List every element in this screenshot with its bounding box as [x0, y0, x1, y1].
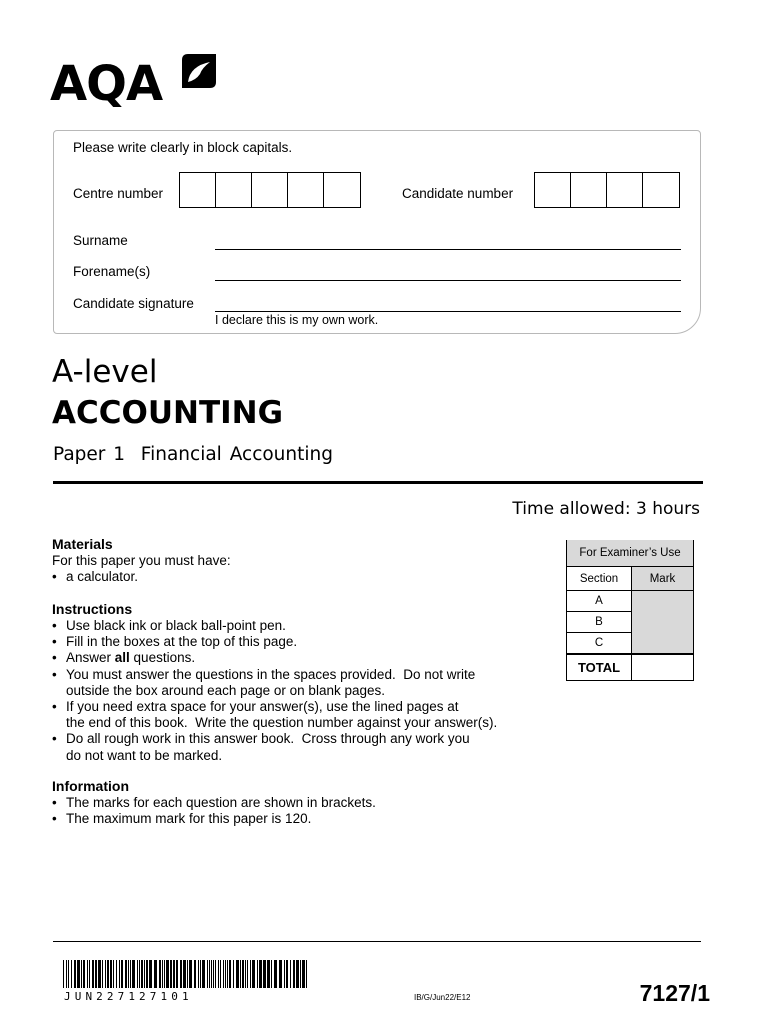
title-divider	[53, 481, 703, 484]
candidate-number-cell[interactable]	[571, 173, 607, 207]
centre-number-label: Centre number	[73, 186, 164, 201]
barcode-bar	[218, 960, 219, 988]
barcode-bar	[236, 960, 239, 988]
instructions-section	[52, 601, 552, 764]
barcode-bar	[284, 960, 285, 988]
total-row: TOTAL	[567, 654, 694, 681]
barcode-bar	[215, 960, 216, 988]
barcode-bar	[116, 960, 117, 988]
barcode-bar	[137, 960, 138, 988]
barcode-bar	[189, 960, 192, 988]
list-item: • You must answer the questions in the spaces provided. Do not write outside the box around each page or on blank pages.	[52, 666, 476, 698]
barcode-bar	[162, 960, 163, 988]
materials-heading: Materials	[52, 536, 113, 552]
document-reference: IB/G/Jun22/E12	[414, 993, 471, 1002]
barcode-bar	[220, 960, 221, 988]
barcode-bar	[81, 960, 82, 988]
barcode-bar	[107, 960, 109, 988]
barcode-bar	[183, 960, 186, 988]
subject-title: ACCOUNTING	[52, 395, 284, 431]
barcode-bar	[119, 960, 120, 988]
barcode-bar	[173, 960, 175, 988]
barcode-bar	[290, 960, 291, 988]
barcode-bar	[74, 960, 76, 988]
examiner-use-table	[566, 540, 694, 681]
barcode-bar	[102, 960, 103, 988]
barcode-bar	[170, 960, 172, 988]
barcode-bar	[209, 960, 210, 988]
barcode-bar	[279, 960, 282, 988]
list-item: • Do all rough work in this answer book. Cross through any work you do not want to be marked.	[52, 731, 470, 763]
barcode-bar	[159, 960, 161, 988]
table-row: B	[567, 612, 694, 633]
barcode-bar	[229, 960, 231, 988]
barcode-bar	[87, 960, 88, 988]
barcode-number: JUN227127101	[64, 990, 193, 1003]
centre-number-cell[interactable]	[288, 173, 324, 207]
barcode-bar	[198, 960, 199, 988]
barcode-bar	[68, 960, 69, 988]
barcode-bar	[286, 960, 288, 988]
barcode-bar	[98, 960, 101, 988]
barcode-bar	[259, 960, 262, 988]
barcode-bar	[233, 960, 234, 988]
table-row: A	[567, 591, 694, 612]
barcode-bar	[83, 960, 85, 988]
list-item: • Fill in the boxes at the top of this page.	[52, 634, 298, 650]
barcode-bar	[242, 960, 244, 988]
barcode-bar	[227, 960, 228, 988]
barcode-bar	[132, 960, 135, 988]
barcode-bar	[146, 960, 148, 988]
aqa-logo-mark-icon	[180, 52, 218, 90]
paper-code: 7127/1	[639, 980, 710, 1006]
barcode-bar	[95, 960, 97, 988]
list-item: • The marks for each question are shown in brackets.	[52, 795, 376, 810]
barcode-bar	[250, 960, 251, 988]
barcode-bar	[245, 960, 246, 988]
barcode-bar	[144, 960, 145, 988]
paper-title: Paper 1 Financial Accounting	[53, 444, 333, 465]
barcode-bar	[274, 960, 277, 988]
candidate-number-cell[interactable]	[535, 173, 571, 207]
barcode-bar	[257, 960, 258, 988]
barcode-bar	[247, 960, 248, 988]
barcode-bar	[271, 960, 272, 988]
barcode-bar	[211, 960, 212, 988]
barcode-bar	[240, 960, 241, 988]
barcode-bar	[154, 960, 157, 988]
time-allowed: Time allowed: 3 hours	[512, 499, 700, 519]
barcode-bar	[125, 960, 127, 988]
centre-number-cell[interactable]	[180, 173, 216, 207]
barcode-bar	[121, 960, 123, 988]
table-row: C	[567, 633, 694, 655]
signature-field[interactable]	[215, 311, 681, 312]
list-item: • a calculator.	[52, 569, 139, 585]
list-item: • Answer all questions.	[52, 650, 196, 666]
mark-cell	[632, 591, 694, 655]
materials-section	[52, 536, 552, 585]
materials-intro: For this paper you must have:	[52, 553, 231, 568]
barcode-bar	[66, 960, 67, 988]
barcode-bar	[194, 960, 196, 988]
barcode-bar	[77, 960, 80, 988]
barcode-bar	[113, 960, 114, 988]
mark-column-header: Mark	[632, 567, 694, 591]
centre-number-cell[interactable]	[252, 173, 288, 207]
barcode-bar	[128, 960, 129, 988]
declaration-text: I declare this is my own work.	[215, 313, 379, 327]
barcode-bar	[187, 960, 188, 988]
list-item: • If you need extra space for your answer(s), use the lined pages at the end of this book. Write the question number against your answer(s).	[52, 699, 498, 731]
barcode-bar	[306, 960, 307, 988]
barcode-bar	[71, 960, 72, 988]
barcode-bar	[89, 960, 90, 988]
barcode-bar	[202, 960, 205, 988]
examiner-table-title: For Examiner’s Use	[567, 540, 694, 567]
section-column-header: Section	[567, 567, 632, 591]
surname-label: Surname	[73, 233, 128, 248]
barcode-bar	[180, 960, 182, 988]
instructions-heading: Instructions	[52, 601, 133, 617]
signature-label: Candidate signature	[73, 296, 194, 311]
barcode-bar	[166, 960, 169, 988]
aqa-logo: AQA	[50, 56, 163, 112]
total-mark-cell	[632, 654, 694, 681]
information-section	[52, 778, 552, 827]
barcode-bar	[225, 960, 226, 988]
barcode-bar	[223, 960, 224, 988]
list-item: • The maximum mark for this paper is 120.	[52, 811, 312, 827]
block-capitals-instruction: Please write clearly in block capitals.	[73, 140, 293, 155]
barcode-bar	[207, 960, 208, 988]
forename-field[interactable]	[215, 280, 681, 281]
list-item: • Use black ink or black ball-point pen.	[52, 618, 286, 633]
barcode-bar	[213, 960, 214, 988]
surname-field[interactable]	[215, 249, 681, 250]
barcode-icon	[63, 960, 307, 988]
barcode-bar	[149, 960, 152, 988]
candidate-number-cell[interactable]	[607, 173, 643, 207]
barcode-bar	[267, 960, 270, 988]
barcode-bar	[176, 960, 178, 988]
qualification-level: A-level	[52, 354, 158, 390]
barcode-bar	[63, 960, 64, 988]
information-heading: Information	[52, 778, 129, 794]
footer-divider	[53, 941, 701, 942]
barcode-bar	[293, 960, 295, 988]
barcode-bar	[110, 960, 112, 988]
barcode-bar	[130, 960, 131, 988]
centre-number-cell[interactable]	[324, 173, 360, 207]
barcode-bar	[296, 960, 299, 988]
barcode-bar	[164, 960, 165, 988]
barcode-bar	[105, 960, 106, 988]
candidate-number-label: Candidate number	[402, 186, 514, 201]
candidate-number-cell[interactable]	[643, 173, 679, 207]
barcode-bar	[141, 960, 143, 988]
barcode-bar	[200, 960, 201, 988]
candidate-number-boxes[interactable]	[534, 172, 680, 208]
barcode-bar	[139, 960, 140, 988]
barcode-bar	[263, 960, 266, 988]
barcode-bar	[300, 960, 301, 988]
barcode-bar	[92, 960, 94, 988]
forename-label: Forename(s)	[73, 264, 151, 279]
barcode-bar	[302, 960, 305, 988]
centre-number-cell[interactable]	[216, 173, 252, 207]
centre-number-boxes[interactable]	[179, 172, 361, 208]
barcode-bar	[252, 960, 255, 988]
